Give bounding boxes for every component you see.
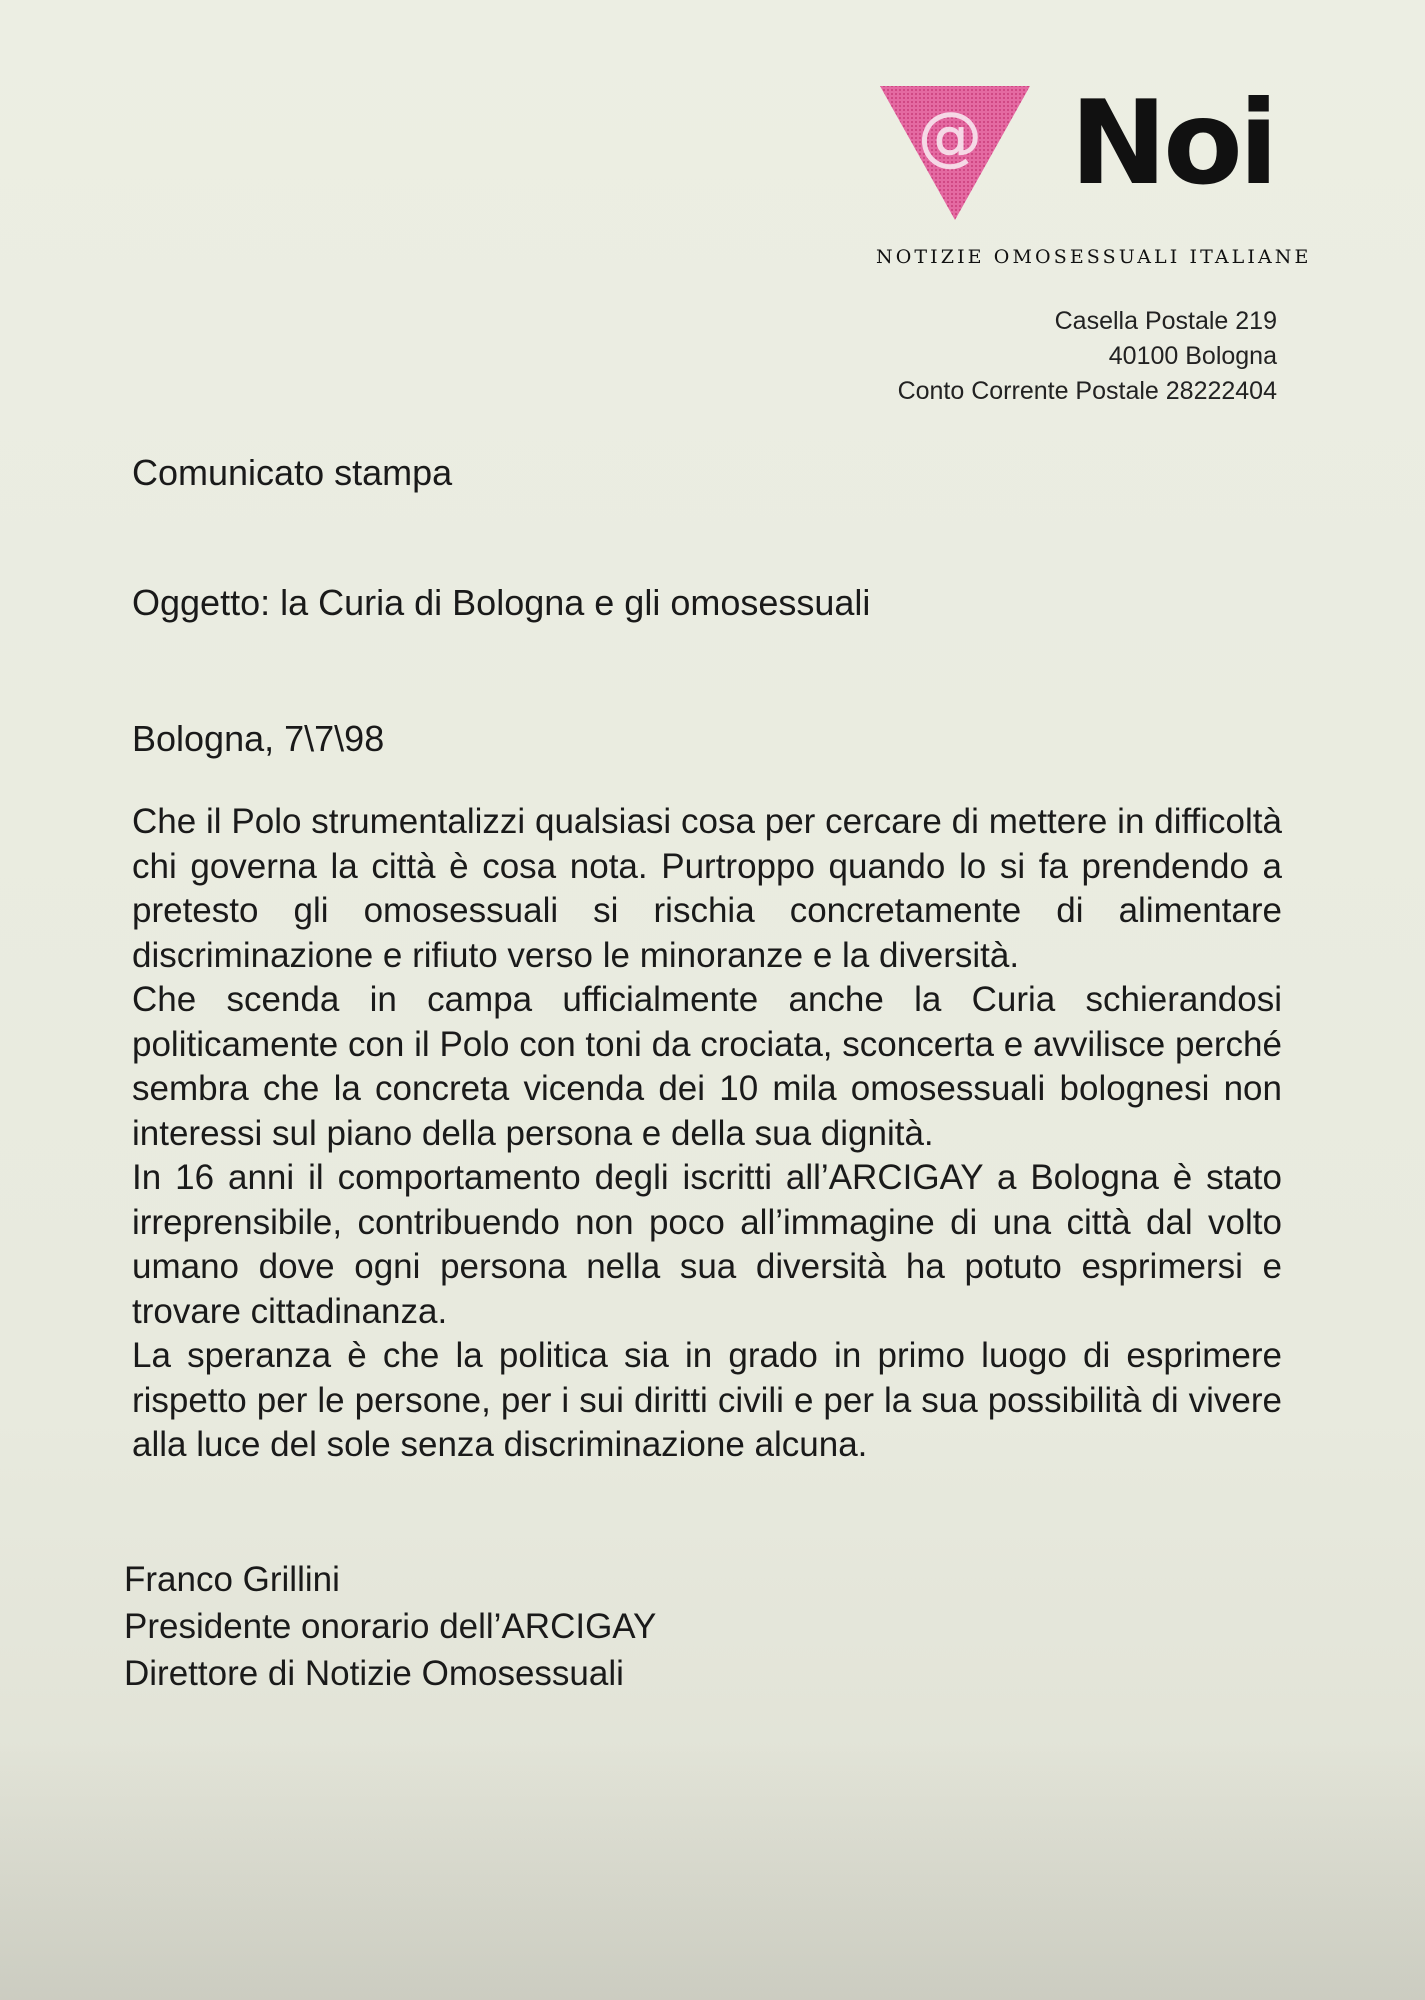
body-paragraph: Che il Polo strumentalizzi qualsiasi cosa per cercare di mettere in difficoltà chi governa la città è cosa nota. Purtroppo quando lo si fa prendendo a pretesto gli omosessuali si rischia concretamente di alimentare discriminazione e rifiuto verso le minoranze e la diversità. [132,802,1282,975]
signer-role-president: Presidente onorario dell’ARCIGAY [124,1607,657,1646]
body-paragraph: Che scenda in campa ufficialmente anche la Curia schierandosi politicamente con il Polo con toni da crociata, sconcerta e avvilisce perché sembra che la concreta vicenda dei 10 mila omosessuali bolognesi non interessi sul piano della persona e della sua dignità. [132,980,1282,1153]
letterhead-address [898,304,1277,409]
address-line-account: Conto Corrente Postale 28222404 [897,377,1277,405]
noi-logo [878,76,1288,226]
document-date: Bologna, 7\7\98 [132,718,385,759]
pink-triangle-at-icon [878,84,1038,226]
letterhead-tagline: NOTIZIE OMOSESSUALI ITALIANE [876,246,1312,268]
logo-wordmark: Noi [1070,76,1275,211]
document-type: Comunicato stampa [132,452,453,493]
document-subject: Oggetto: la Curia di Bologna e gli omosessuali [132,582,871,623]
signer-role-director: Direttore di Notizie Omosessuali [124,1654,624,1693]
address-line-city: 40100 Bologna [1108,342,1277,370]
letter-body [132,800,1282,1468]
body-paragraph: La speranza è che la politica sia in grado in primo luogo di esprimere rispetto per le persone, per i sui diritti civili e per la sua possibilità di vivere alla luce del sole senza discriminazione alcuna. [132,1336,1282,1464]
address-line-po-box: Casella Postale 219 [1054,307,1277,335]
signer-name: Franco Grillini [124,1560,340,1599]
logo-at-symbol: @ [918,100,982,174]
body-paragraph: In 16 anni il comportamento degli iscritti all’ARCIGAY a Bologna è stato irreprensibile, contribuendo non poco all’immagine di una città dal volto umano dove ogni persona nella sua diversità ha potuto esprimersi e trovare cittadinanza. [132,1158,1282,1331]
signature-block [124,1556,656,1697]
